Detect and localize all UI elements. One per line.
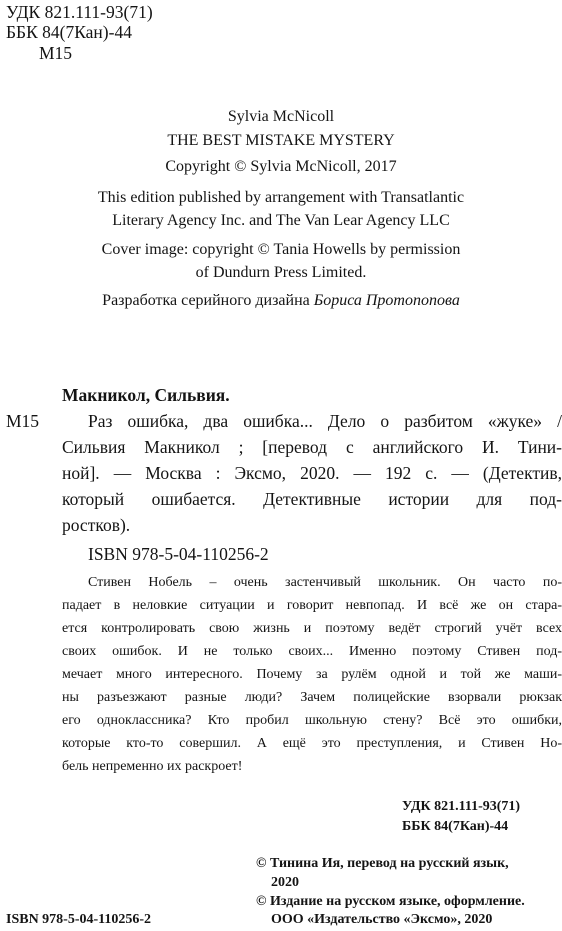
series-designer-name: Бориса Протопопова — [313, 292, 460, 309]
original-copyright: Copyright © Sylvia McNicoll, 2017 — [165, 158, 397, 175]
annotation-line-6: ны разъезжают разные люди? Зачем полицейские взорвали рюкзак — [62, 690, 562, 705]
footer-isbn: ISBN 978-5-04-110256-2 — [6, 912, 152, 927]
bib-heading: Макникол, Сильвия. — [62, 385, 230, 405]
bib-author-mark: М15 — [6, 411, 40, 431]
arrangement-line-2: Literary Agency Inc. and The Van Lear Agency LLC — [112, 212, 450, 229]
bib-isbn: ISBN 978-5-04-110256-2 — [88, 544, 269, 564]
annotation-line-2: падает в неловкие ситуации и говорит невпопад. И всё же он стара- — [62, 598, 562, 613]
annotation-line-7: его одноклассника? Кто пробил школьную стену? Всё это ошибки, — [62, 713, 562, 728]
annotation-line-8: которые кто-то совершил. А ещё это преступления, и Стивен Но- — [62, 736, 562, 751]
bib-line-2: Сильвия Макникол ; [перевод с английского И. Тини- — [62, 437, 562, 457]
bib-line-5: ростков). — [62, 515, 131, 535]
annotation-line-3: ется контролировать свою жизнь и поэтому ведёт строгий учёт всех — [62, 621, 562, 636]
cover-credit-line-1: Cover image: copyright © Tania Howells by permission — [101, 241, 461, 258]
bbk-code-bold: ББК 84(7Кан)-44 — [402, 819, 509, 834]
bib-line-4: который ошибается. Детективные истории для под- — [62, 489, 562, 509]
original-title: THE BEST MISTAKE MYSTERY — [167, 132, 395, 149]
author-mark: М15 — [39, 43, 73, 63]
bbk-code: ББК 84(7Кан)-44 — [6, 22, 132, 42]
original-author: Sylvia McNicoll — [227, 108, 335, 125]
udk-code-bold: УДК 821.111-93(71) — [402, 799, 521, 814]
annotation-line-9: бель непременно их раскроет! — [62, 759, 243, 774]
bib-line-1: Раз ошибка, два ошибка... Дело о разбитом «жуке» / — [88, 411, 562, 431]
cover-credit-line-2: of Dundurn Press Limited. — [195, 264, 367, 281]
udk-code: УДК 821.111-93(71) — [6, 2, 153, 22]
bib-line-3: ной]. — Москва : Эксмо, 2020. — 192 с. — (Детектив, — [62, 463, 562, 483]
edition-copyright-1: © Издание на русском языке, оформление. — [256, 894, 525, 909]
series-design-credit — [0, 289, 562, 313]
edition-copyright-2: ООО «Издательство «Эксмо», 2020 — [271, 912, 493, 927]
annotation-line-5: мечает много интересного. Почему за рулём одной и той же маши- — [62, 667, 562, 682]
annotation-line-1: Стивен Нобель – очень застенчивый школьник. Он часто по- — [88, 575, 562, 590]
annotation-line-4: своих ошибок. И не только своих... Именно поэтому Стивен под- — [62, 644, 562, 659]
translation-copyright-2: 2020 — [271, 875, 299, 890]
series-design-prefix: Разработка серийного дизайна — [102, 292, 310, 309]
arrangement-line-1: This edition published by arrangement with Transatlantic — [97, 189, 465, 206]
translation-copyright-1: © Тинина Ия, перевод на русский язык, — [256, 856, 509, 871]
